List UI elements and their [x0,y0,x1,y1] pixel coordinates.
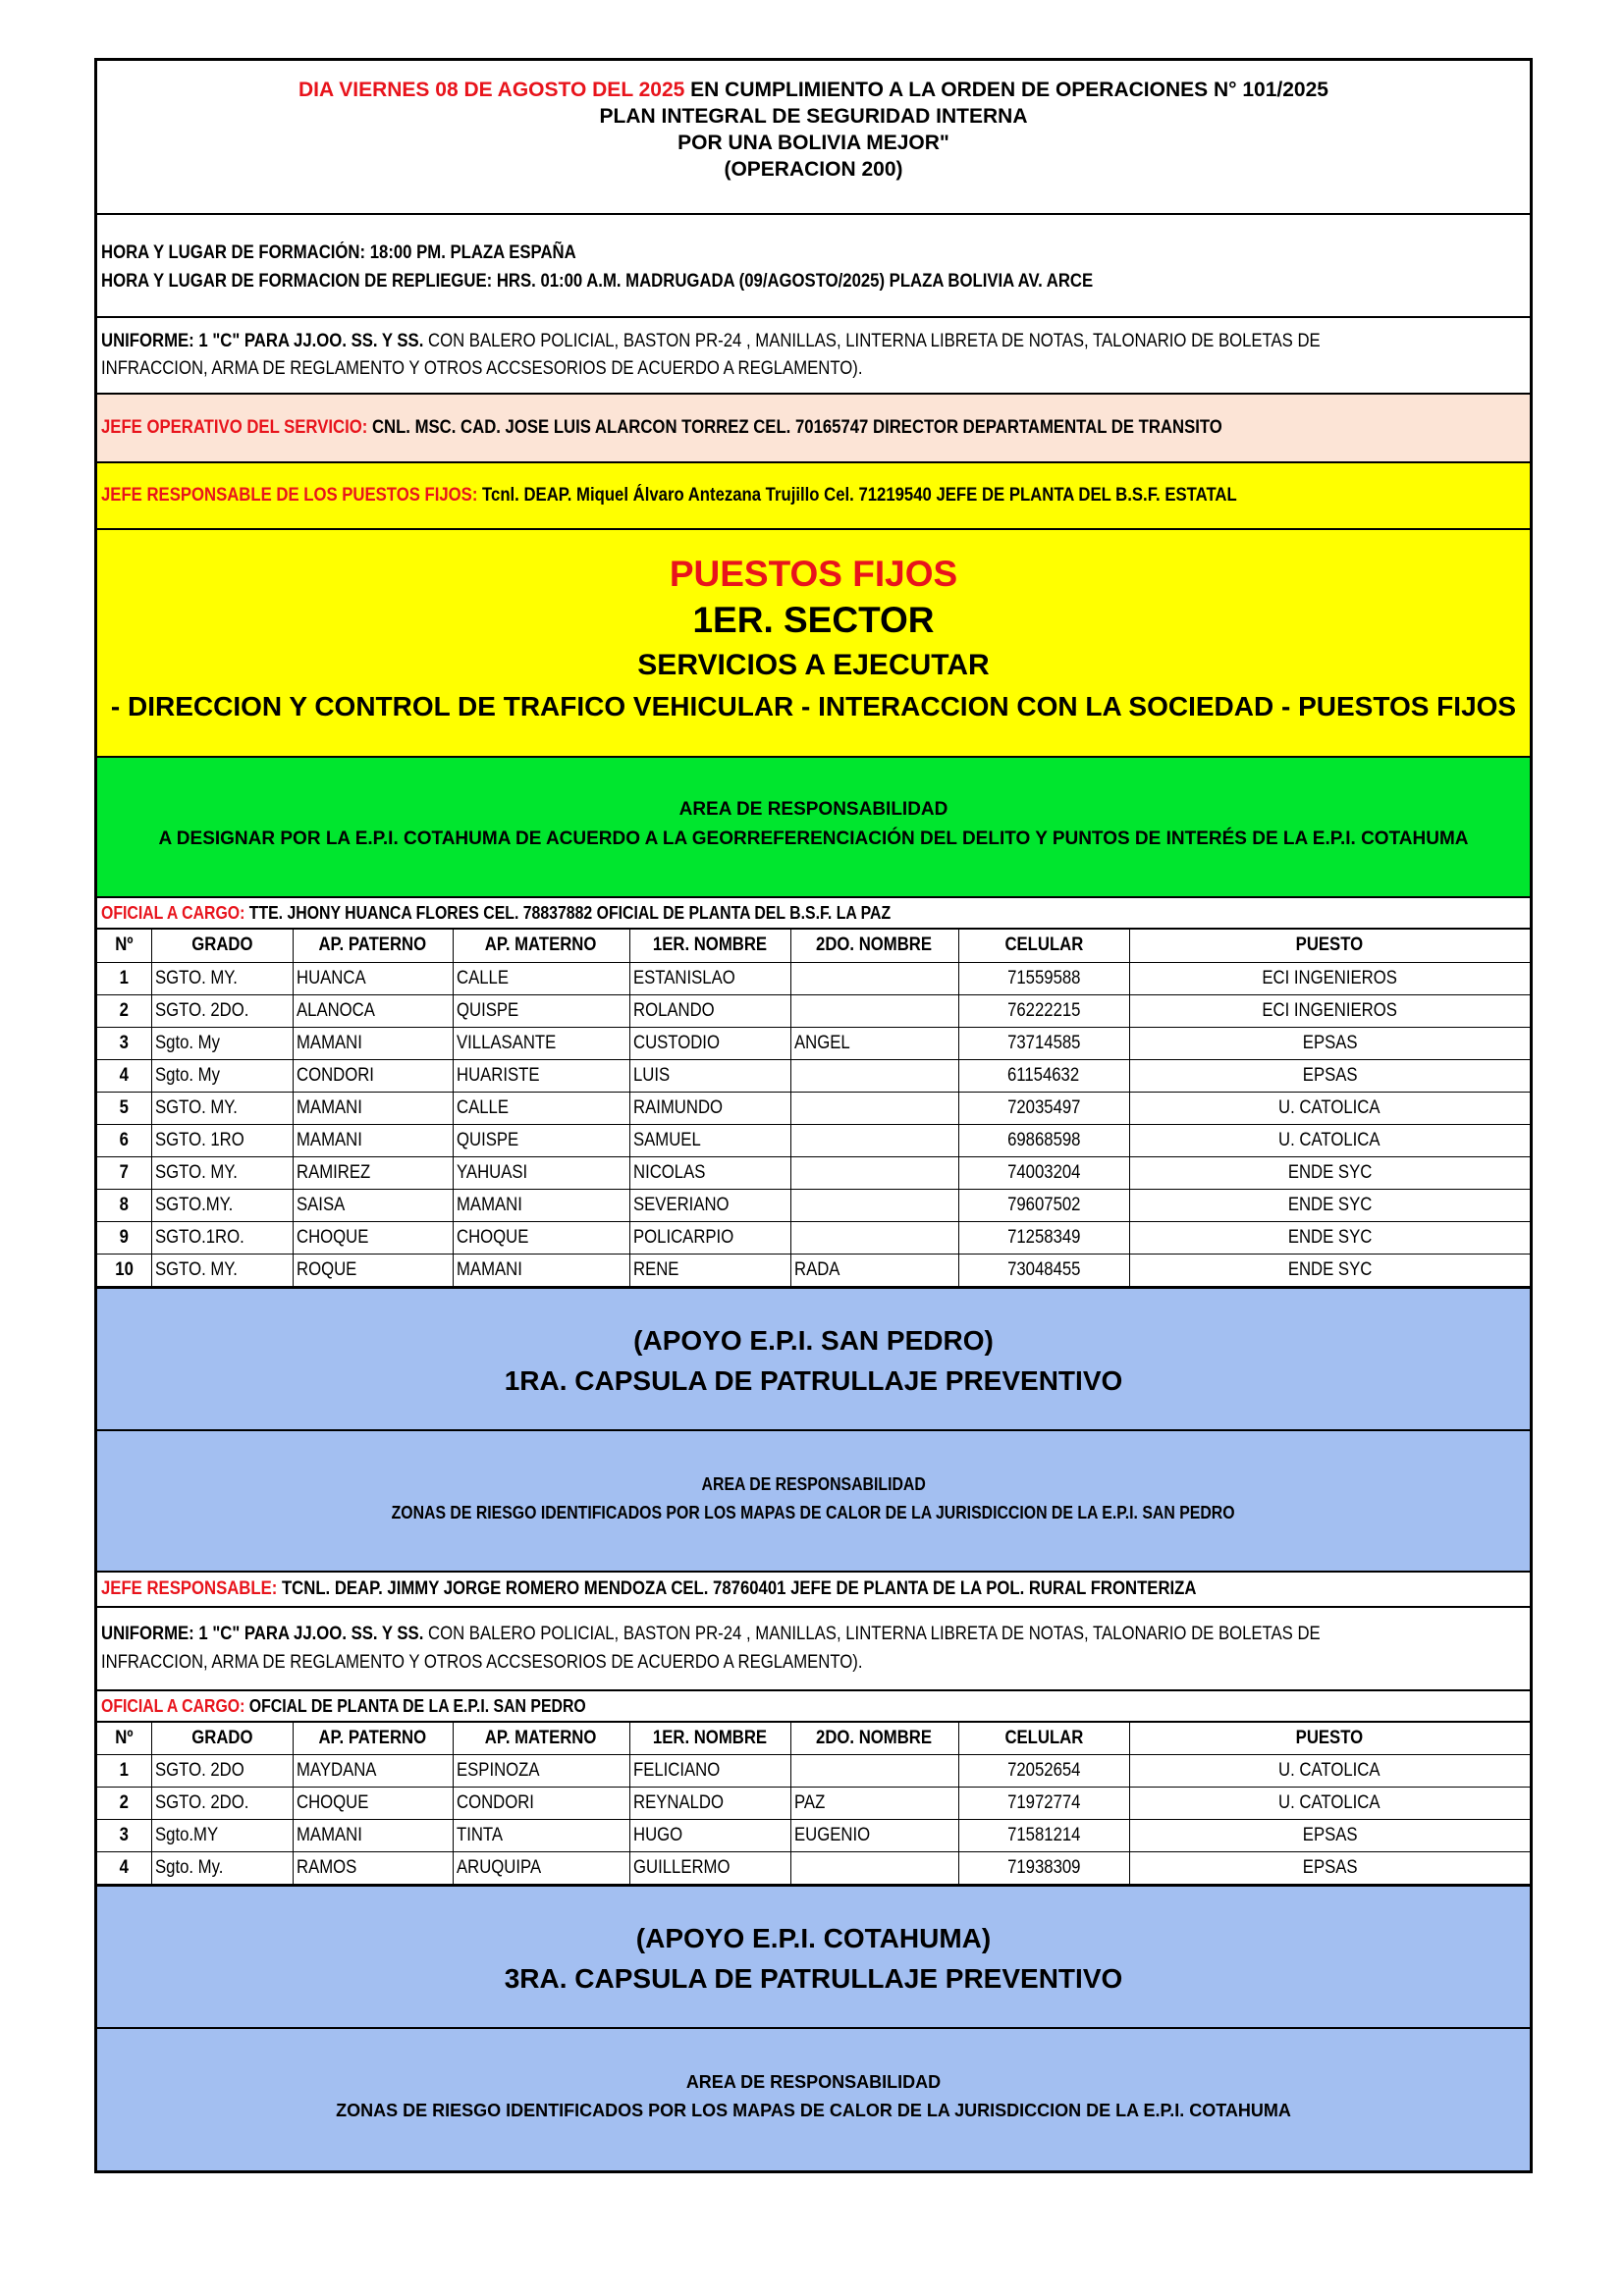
cell-puesto: EPSAS [1129,1059,1530,1092]
cell-grado: Sgto. My [151,1059,293,1092]
cell-grado: SGTO. 1RO [151,1124,293,1156]
cell-puesto: ECI INGENIEROS [1129,994,1530,1027]
cell-ap-materno: MAMANI [453,1189,629,1221]
jefe-operativo-row [97,395,1530,463]
cell-puesto: ENDE SYC [1129,1221,1530,1254]
cell-celular: 71258349 [958,1221,1129,1254]
cell-grado: SGTO. MY. [151,1156,293,1189]
cell-segundo-nombre [790,1852,958,1885]
table-row [97,1092,1530,1124]
cell-puesto: ENDE SYC [1129,1156,1530,1189]
cell-ap-paterno: CHOQUE [293,1221,453,1254]
column-header-ap-paterno: AP. PATERNO [293,930,453,962]
cell-ap-paterno: SAISA [293,1189,453,1221]
cell-segundo-nombre [790,1189,958,1221]
formation-line-2: HORA Y LUGAR DE FORMACION DE REPLIEGUE: HRS. 01:00 A.M. MADRUGADA (09/AGOSTO/2025) PLAZA BOLIVIA AV. ARCE [101,271,1094,292]
area-responsabilidad-3 [97,2029,1530,2170]
cell-segundo-nombre [790,1156,958,1189]
oficial-2-value: OFCIAL DE PLANTA DE LA E.P.I. SAN PEDRO [244,1695,586,1716]
cell-ap-paterno: ROQUE [293,1254,453,1286]
column-header-num: Nº [97,930,151,962]
cell-ap-materno: HUARISTE [453,1059,629,1092]
cell-primer-nombre: SEVERIANO [629,1189,790,1221]
cell-celular: 74003204 [958,1156,1129,1189]
area-responsabilidad-1 [97,758,1530,898]
cell-grado: SGTO. MY. [151,1092,293,1124]
oficial-cargo-2 [97,1691,1530,1723]
cotahuma-line-2: 3RA. CAPSULA DE PATRULLAJE PREVENTIVO [504,1963,1123,1994]
cell-puesto: U. CATOLICA [1129,1092,1530,1124]
cell-segundo-nombre: EUGENIO [790,1820,958,1852]
jefe-operativo-value: CNL. MSC. CAD. JOSE LUIS ALARCON TORREZ CEL. 70165747 DIRECTOR DEPARTAMENTAL DE TRANSITO [367,417,1222,438]
cell-segundo-nombre [790,1755,958,1788]
cell-grado: SGTO. 2DO [151,1755,293,1788]
column-header-celular: CELULAR [958,1723,1129,1755]
column-header-puesto: PUESTO [1129,930,1530,962]
cell-ap-paterno: CONDORI [293,1059,453,1092]
cell-puesto: U. CATOLICA [1129,1124,1530,1156]
cotahuma-line-1: (APOYO E.P.I. COTAHUMA) [635,1923,992,1953]
cell-ap-materno: QUISPE [453,994,629,1027]
cell-num: 6 [97,1124,151,1156]
cell-grado: Sgto. My [151,1027,293,1059]
cell-celular: 71938309 [958,1852,1129,1885]
cell-ap-materno: CONDORI [453,1788,629,1820]
uniform-2-text-1: CON BALERO POLICIAL, BASTON PR-24 , MANILLAS, LINTERNA LIBRETA DE NOTAS, TALONARIO DE BOLETAS DE [423,1623,1321,1644]
oficial-cargo-1 [97,898,1530,930]
uniform-text-1: CON BALERO POLICIAL, BASTON PR-24 , MANILLAS, LINTERNA LIBRETA DE NOTAS, TALONARIO DE BOLETAS DE [423,331,1321,351]
area-responsabilidad-2 [97,1431,1530,1573]
cell-primer-nombre: RAIMUNDO [629,1092,790,1124]
area-1-title: AREA DE RESPONSABILIDAD [678,799,948,820]
column-header-primer-nombre: 1ER. NOMBRE [629,930,790,962]
cell-celular: 76222215 [958,994,1129,1027]
cell-celular: 73714585 [958,1027,1129,1059]
cell-num: 1 [97,1755,151,1788]
column-header-grado: GRADO [151,1723,293,1755]
cell-ap-materno: QUISPE [453,1124,629,1156]
table-row [97,1254,1530,1286]
cell-ap-materno: MAMANI [453,1254,629,1286]
cell-segundo-nombre: ANGEL [790,1027,958,1059]
cell-grado: SGTO. MY. [151,1254,293,1286]
area-1-text: A DESIGNAR POR LA E.P.I. COTAHUMA DE ACUERDO A LA GEORREFERENCIACIÓN DEL DELITO Y PUNTOS DE INTERÉS DE LA E.P.I. COTAHUMA [158,828,1469,849]
area-2-text: ZONAS DE RIESGO IDENTIFICADOS POR LOS MAPAS DE CALOR DE LA JURISDICCION DE LA E.P.I. SAN PEDRO [392,1502,1235,1522]
cell-celular: 72052654 [958,1755,1129,1788]
table-row [97,1027,1530,1059]
uniform-info-2 [97,1608,1530,1691]
column-header-primer-nombre: 1ER. NOMBRE [629,1723,790,1755]
cell-primer-nombre: NICOLAS [629,1156,790,1189]
table-row [97,962,1530,994]
header-order: EN CUMPLIMIENTO A LA ORDEN DE OPERACIONES N° 101/2025 [684,79,1328,101]
cell-puesto: EPSAS [1129,1852,1530,1885]
column-header-segundo-nombre: 2DO. NOMBRE [790,930,958,962]
roster-table-1 [97,930,1530,1287]
table-1-header-row [97,930,1530,962]
cell-primer-nombre: LUIS [629,1059,790,1092]
column-header-ap-materno: AP. MATERNO [453,930,629,962]
cell-grado: SGTO.MY. [151,1189,293,1221]
cell-grado: SGTO.1RO. [151,1221,293,1254]
roster-table-2-wrap [97,1723,1530,1888]
cell-ap-paterno: CHOQUE [293,1788,453,1820]
jefe-resp-2-label: JEFE RESPONSABLE: [101,1577,278,1599]
table-row [97,1059,1530,1092]
jefe-puestos-value: Tcnl. DEAP. Miquel Álvaro Antezana Trujillo Cel. 71219540 JEFE DE PLANTA DEL B.S.F. ESTATAL [477,485,1237,506]
table-row [97,1156,1530,1189]
cell-segundo-nombre [790,1221,958,1254]
cell-primer-nombre: FELICIANO [629,1755,790,1788]
cell-primer-nombre: CUSTODIO [629,1027,790,1059]
cell-puesto: U. CATOLICA [1129,1788,1530,1820]
services-list: - DIRECCION Y CONTROL DE TRAFICO VEHICULAR - INTERACCION CON LA SOCIEDAD - PUESTOS FIJOS [110,691,1517,721]
cell-celular: 73048455 [958,1254,1129,1286]
cell-puesto: ENDE SYC [1129,1254,1530,1286]
cell-num: 4 [97,1059,151,1092]
area-3-title: AREA DE RESPONSABILIDAD [685,2072,942,2092]
cell-puesto: ENDE SYC [1129,1189,1530,1221]
cell-ap-materno: TINTA [453,1820,629,1852]
cell-ap-paterno: MAMANI [293,1820,453,1852]
cell-segundo-nombre: RADA [790,1254,958,1286]
cell-primer-nombre: SAMUEL [629,1124,790,1156]
cell-ap-materno: CALLE [453,962,629,994]
cell-grado: SGTO. 2DO. [151,1788,293,1820]
puestos-fijos-banner [97,530,1530,758]
uniform-info [97,318,1530,395]
formation-info [97,215,1530,318]
oficial-2-label: OFICIAL A CARGO: [101,1695,245,1716]
jefe-puestos-row [97,463,1530,530]
services-title: SERVICIOS A EJECUTAR [637,649,990,681]
cell-ap-paterno: RAMOS [293,1852,453,1885]
cell-segundo-nombre [790,962,958,994]
cell-segundo-nombre [790,1059,958,1092]
header-line-4: (OPERACION 200) [724,158,903,181]
cell-celular: 71559588 [958,962,1129,994]
area-3-text: ZONAS DE RIESGO IDENTIFICADOS POR LOS MAPAS DE CALOR DE LA JURISDICCION DE LA E.P.I. COTAHUMA [336,2101,1291,2120]
jefe-resp-2-value: TCNL. DEAP. JIMMY JORGE ROMERO MENDOZA CEL. 78760401 JEFE DE PLANTA DE LA POL. RURAL FRONTERIZA [277,1577,1197,1599]
column-header-ap-materno: AP. MATERNO [453,1723,629,1755]
sector-title: 1ER. SECTOR [692,600,935,640]
cell-num: 2 [97,1788,151,1820]
area-2-title: AREA DE RESPONSABILIDAD [701,1473,926,1494]
column-header-ap-paterno: AP. PATERNO [293,1723,453,1755]
san-pedro-line-1: (APOYO E.P.I. SAN PEDRO) [633,1324,994,1356]
cotahuma-banner [97,1887,1530,2029]
puestos-title: PUESTOS FIJOS [669,554,958,594]
column-header-num: Nº [97,1723,151,1755]
cell-ap-paterno: MAMANI [293,1027,453,1059]
cell-ap-materno: CALLE [453,1092,629,1124]
cell-ap-paterno: MAMANI [293,1092,453,1124]
column-header-puesto: PUESTO [1129,1723,1530,1755]
cell-ap-paterno: ALANOCA [293,994,453,1027]
cell-primer-nombre: ROLANDO [629,994,790,1027]
cell-celular: 72035497 [958,1092,1129,1124]
jefe-puestos-label: JEFE RESPONSABLE DE LOS PUESTOS FIJOS: [101,485,478,506]
cell-puesto: ECI INGENIEROS [1129,962,1530,994]
cell-ap-paterno: HUANCA [293,962,453,994]
jefe-operativo-label: JEFE OPERATIVO DEL SERVICIO: [101,417,368,438]
cell-grado: SGTO. MY. [151,962,293,994]
cell-num: 4 [97,1852,151,1885]
cell-num: 8 [97,1189,151,1221]
san-pedro-banner [97,1289,1530,1431]
cell-puesto: U. CATOLICA [1129,1755,1530,1788]
cell-grado: Sgto.MY [151,1820,293,1852]
header-line-3: POR UNA BOLIVIA MEJOR" [677,132,949,154]
oficial-1-value: TTE. JHONY HUANCA FLORES CEL. 78837882 OFICIAL DE PLANTA DEL B.S.F. LA PAZ [244,903,892,923]
cell-num: 2 [97,994,151,1027]
table-2-header-row [97,1723,1530,1755]
operations-sheet [94,58,1533,2173]
cell-num: 10 [97,1254,151,1286]
cell-primer-nombre: POLICARPIO [629,1221,790,1254]
cell-puesto: EPSAS [1129,1820,1530,1852]
cell-primer-nombre: HUGO [629,1820,790,1852]
cell-segundo-nombre [790,1092,958,1124]
cell-ap-paterno: MAMANI [293,1124,453,1156]
cell-celular: 69868598 [958,1124,1129,1156]
san-pedro-line-2: 1RA. CAPSULA DE PATRULLAJE PREVENTIVO [504,1364,1123,1396]
document-header [97,61,1530,215]
cell-segundo-nombre [790,994,958,1027]
formation-line-1: HORA Y LUGAR DE FORMACIÓN: 18:00 PM. PLAZA ESPAÑA [101,242,576,263]
cell-num: 1 [97,962,151,994]
cell-ap-paterno: RAMIREZ [293,1156,453,1189]
cell-primer-nombre: RENE [629,1254,790,1286]
uniform-label: UNIFORME: 1 "C" PARA JJ.OO. SS. Y SS. [101,331,424,351]
header-date: DIA VIERNES 08 DE AGOSTO DEL 2025 [298,79,685,101]
table-row [97,1124,1530,1156]
cell-segundo-nombre: PAZ [790,1788,958,1820]
cell-num: 5 [97,1092,151,1124]
uniform-2-label: UNIFORME: 1 "C" PARA JJ.OO. SS. Y SS. [101,1623,424,1644]
cell-celular: 71581214 [958,1820,1129,1852]
roster-table-1-wrap [97,930,1530,1289]
cell-puesto: EPSAS [1129,1027,1530,1059]
cell-ap-materno: YAHUASI [453,1156,629,1189]
header-line-2: PLAN INTEGRAL DE SEGURIDAD INTERNA [599,105,1028,128]
cell-ap-materno: ARUQUIPA [453,1852,629,1885]
table-row [97,1820,1530,1852]
cell-ap-materno: ESPINOZA [453,1755,629,1788]
column-header-segundo-nombre: 2DO. NOMBRE [790,1723,958,1755]
cell-celular: 79607502 [958,1189,1129,1221]
table-row [97,1755,1530,1788]
cell-primer-nombre: REYNALDO [629,1788,790,1820]
cell-num: 9 [97,1221,151,1254]
cell-num: 7 [97,1156,151,1189]
table-row [97,1189,1530,1221]
table-row [97,1852,1530,1885]
table-row [97,1788,1530,1820]
uniform-text-2: INFRACCION, ARMA DE REGLAMENTO Y OTROS ACCSESORIOS DE ACUERDO A REGLAMENTO). [101,358,863,379]
cell-primer-nombre: GUILLERMO [629,1852,790,1885]
cell-ap-paterno: MAYDANA [293,1755,453,1788]
cell-primer-nombre: ESTANISLAO [629,962,790,994]
column-header-celular: CELULAR [958,930,1129,962]
cell-grado: SGTO. 2DO. [151,994,293,1027]
jefe-responsable-2 [97,1573,1530,1608]
uniform-2-text-2: INFRACCION, ARMA DE REGLAMENTO Y OTROS ACCSESORIOS DE ACUERDO A REGLAMENTO). [101,1651,863,1673]
cell-grado: Sgto. My. [151,1852,293,1885]
oficial-1-label: OFICIAL A CARGO: [101,903,245,923]
header-line-1 [97,77,1530,103]
column-header-grado: GRADO [151,930,293,962]
cell-segundo-nombre [790,1124,958,1156]
roster-table-2 [97,1723,1530,1886]
cell-num: 3 [97,1820,151,1852]
cell-ap-materno: VILLASANTE [453,1027,629,1059]
table-row [97,994,1530,1027]
table-row [97,1221,1530,1254]
cell-ap-materno: CHOQUE [453,1221,629,1254]
cell-num: 3 [97,1027,151,1059]
cell-celular: 61154632 [958,1059,1129,1092]
cell-celular: 71972774 [958,1788,1129,1820]
